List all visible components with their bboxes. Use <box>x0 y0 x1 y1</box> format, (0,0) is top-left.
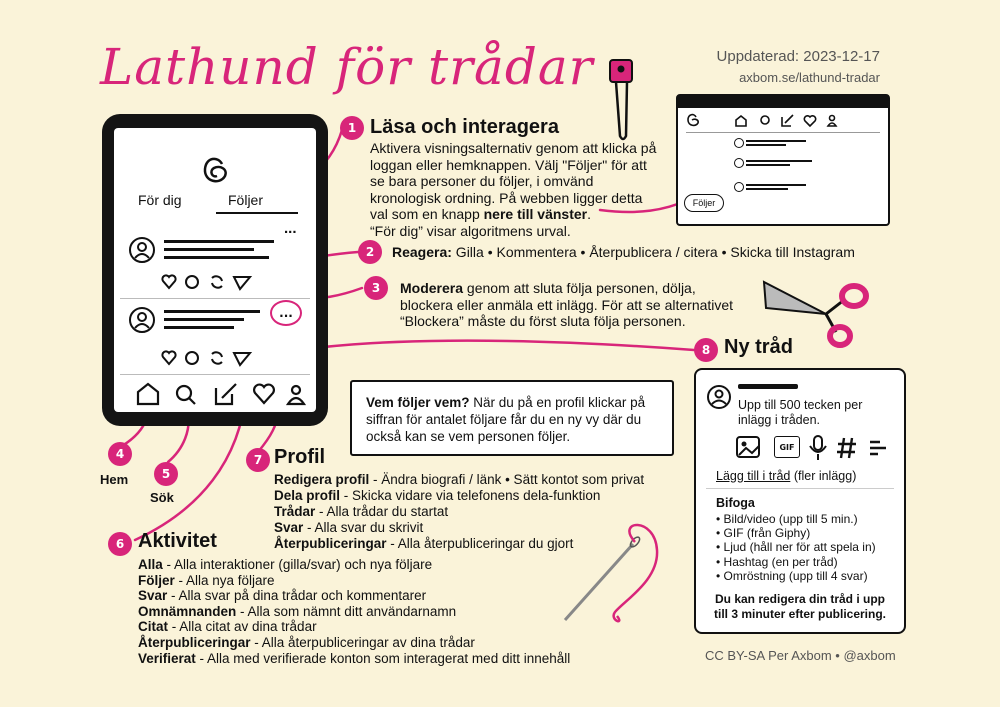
post-1-text-line <box>164 240 274 243</box>
share-icon <box>234 353 250 365</box>
attach-item: • Bild/video (upp till 5 min.) <box>716 512 858 526</box>
threads-logo-icon[interactable] <box>200 152 230 186</box>
attach-heading: Bifoga <box>716 496 755 510</box>
post-1-text-line <box>164 256 269 259</box>
badge-6: 6 <box>108 532 132 556</box>
section-2-text: Reagera: Gilla • Kommentera • Återpublicera / citera • Skicka till Instagram <box>392 244 855 260</box>
new-thread-icon <box>216 384 236 404</box>
tab-following[interactable]: Följer <box>228 192 264 208</box>
browser-post-avatar <box>734 182 744 192</box>
browser-following-button[interactable]: Följer <box>684 194 724 212</box>
threads-logo-icon <box>688 115 698 126</box>
badge-4: 4 <box>108 442 132 466</box>
section-1-body: Aktivera visningsalternativ genom att klicka på loggan eller hemknappen. Välj "Följer" för att se bara personer du följer, i omvänd kronologisk ordning. På webben ligger detta val som en knapp nere till vänster. “För dig” visar algoritmens urval. <box>370 140 657 239</box>
post-1-more-button[interactable]: ... <box>284 220 297 237</box>
browser-divider <box>686 132 880 133</box>
needle-icon <box>555 520 665 630</box>
browser-nav <box>686 112 880 128</box>
section-6-heading: Aktivitet <box>138 530 217 552</box>
username-placeholder <box>738 384 798 389</box>
source-url: axbom.se/lathund-tradar <box>739 70 880 85</box>
like-icon <box>162 351 175 364</box>
box-divider <box>706 488 894 489</box>
badge-2: 2 <box>358 240 382 264</box>
post-divider <box>120 298 310 299</box>
post-1-text-line <box>164 248 254 251</box>
post-2-actions <box>160 348 260 368</box>
browser-post-avatar <box>734 158 744 168</box>
profile-icon <box>292 386 300 394</box>
page-title: Lathund för trådar <box>100 38 594 96</box>
post-2-text-line <box>164 310 260 313</box>
section-7-list: Redigera profil - Ändra biografi / länk • Sätt kontot som privat Dela profil - Skicka vidare via telefonens dela-funktion Trådar - Alla trådar du startat Svar - Alla svar du skrivit Återpubliceringar - Alla återpubliceringar du gjort <box>274 472 645 551</box>
section-6-list: Alla - Alla interaktioner (gilla/svar) och nya följare Följer - Alla nya följare Svar - Alla svar på dina trådar och kommentarer Omnämnanden - Alla som nämnt ditt användarnamn Citat - Alla citat av dina trådar Återpubliceringar - Alla återpubliceringar av dina trådar Verifierat - Alla med verifierade konton som interagerat med ditt innehåll <box>138 557 571 666</box>
section-7-heading: Profil <box>274 446 326 468</box>
credits: CC BY-SA Per Axbom • @axbom <box>705 648 896 663</box>
browser-post-line <box>746 188 788 190</box>
phone-bottom-nav <box>118 380 314 410</box>
new-thread-icon <box>782 115 793 126</box>
search-icon <box>177 386 191 400</box>
char-limit-text: Upp till 500 tecken per inlägg i tråden. <box>738 398 863 427</box>
phone-frame <box>102 114 328 426</box>
attach-item: • Hashtag (en per tråd) <box>716 554 838 569</box>
home-icon <box>138 384 158 404</box>
badge-3: 3 <box>364 276 388 300</box>
comment-icon <box>186 352 198 364</box>
repost-icon <box>212 276 222 287</box>
poll-icon[interactable] <box>868 438 890 458</box>
badge-5: 5 <box>154 462 178 486</box>
activity-icon <box>254 385 274 403</box>
section-3-text: Moderera genom att sluta följa personen, dölja, blockera eller anmäla ett inlägg. För att se alternativet “Blockera” måste du först sluta följa personen. <box>400 280 734 329</box>
post-2-avatar <box>128 306 156 334</box>
image-icon[interactable] <box>734 434 764 462</box>
home-icon <box>736 116 746 126</box>
browser-post-line <box>746 144 786 146</box>
microphone-icon[interactable] <box>808 434 828 462</box>
browser-post-line <box>746 140 806 142</box>
new-thread-box <box>694 368 906 634</box>
badge-1: 1 <box>340 116 364 140</box>
badge-8: 8 <box>694 338 718 362</box>
home-label: Hem <box>100 472 129 487</box>
new-thread-avatar <box>706 384 732 410</box>
browser-titlebar <box>678 96 888 108</box>
attach-list <box>716 512 876 583</box>
browser-post-line <box>746 184 806 186</box>
share-icon <box>234 277 250 289</box>
like-icon <box>162 275 175 288</box>
hashtag-icon[interactable] <box>836 436 858 460</box>
phone-screen <box>114 128 316 412</box>
post-2-more-button[interactable]: ... <box>270 300 302 326</box>
browser-post-line <box>746 164 790 166</box>
section-8-heading: Ny tråd <box>724 336 793 358</box>
attach-item: • Ljud (håll ner för att spela in) <box>716 540 876 555</box>
post-1-actions <box>160 272 260 292</box>
post-2-text-line <box>164 326 234 329</box>
activity-icon <box>804 116 815 126</box>
tab-for-you[interactable]: För dig <box>138 192 182 208</box>
post-2-text-line <box>164 318 244 321</box>
add-to-thread-link[interactable]: Lägg till i tråd (fler inlägg) <box>716 469 857 483</box>
search-icon <box>761 116 769 124</box>
post-1-avatar <box>128 236 156 264</box>
edit-note: Du kan redigera din tråd i upp till 3 minuter efter publicering. <box>713 592 887 621</box>
tab-underline <box>216 212 298 214</box>
browser-window <box>676 94 890 226</box>
nav-divider <box>120 374 310 375</box>
comment-icon <box>186 276 198 288</box>
repost-icon <box>212 352 222 363</box>
attach-item: • GIF (från Giphy) <box>716 526 811 541</box>
safety-pin-icon <box>600 58 642 142</box>
section-1-heading: Läsa och interagera <box>370 116 559 138</box>
browser-post-avatar <box>734 138 744 148</box>
search-label: Sök <box>150 490 174 505</box>
badge-7: 7 <box>246 448 270 472</box>
attach-item: • Omröstning (upp till 4 svar) <box>716 568 868 583</box>
browser-post-line <box>746 160 812 162</box>
who-follows-box: Vem följer vem? När du på en profil klickar på siffran för antalet följare får du en ny vy där du också kan se vem personen följer. <box>350 380 674 456</box>
updated-date: Uppdaterad: 2023-12-17 <box>716 48 880 65</box>
profile-icon <box>830 116 835 121</box>
gif-button[interactable]: GIF <box>774 436 800 458</box>
